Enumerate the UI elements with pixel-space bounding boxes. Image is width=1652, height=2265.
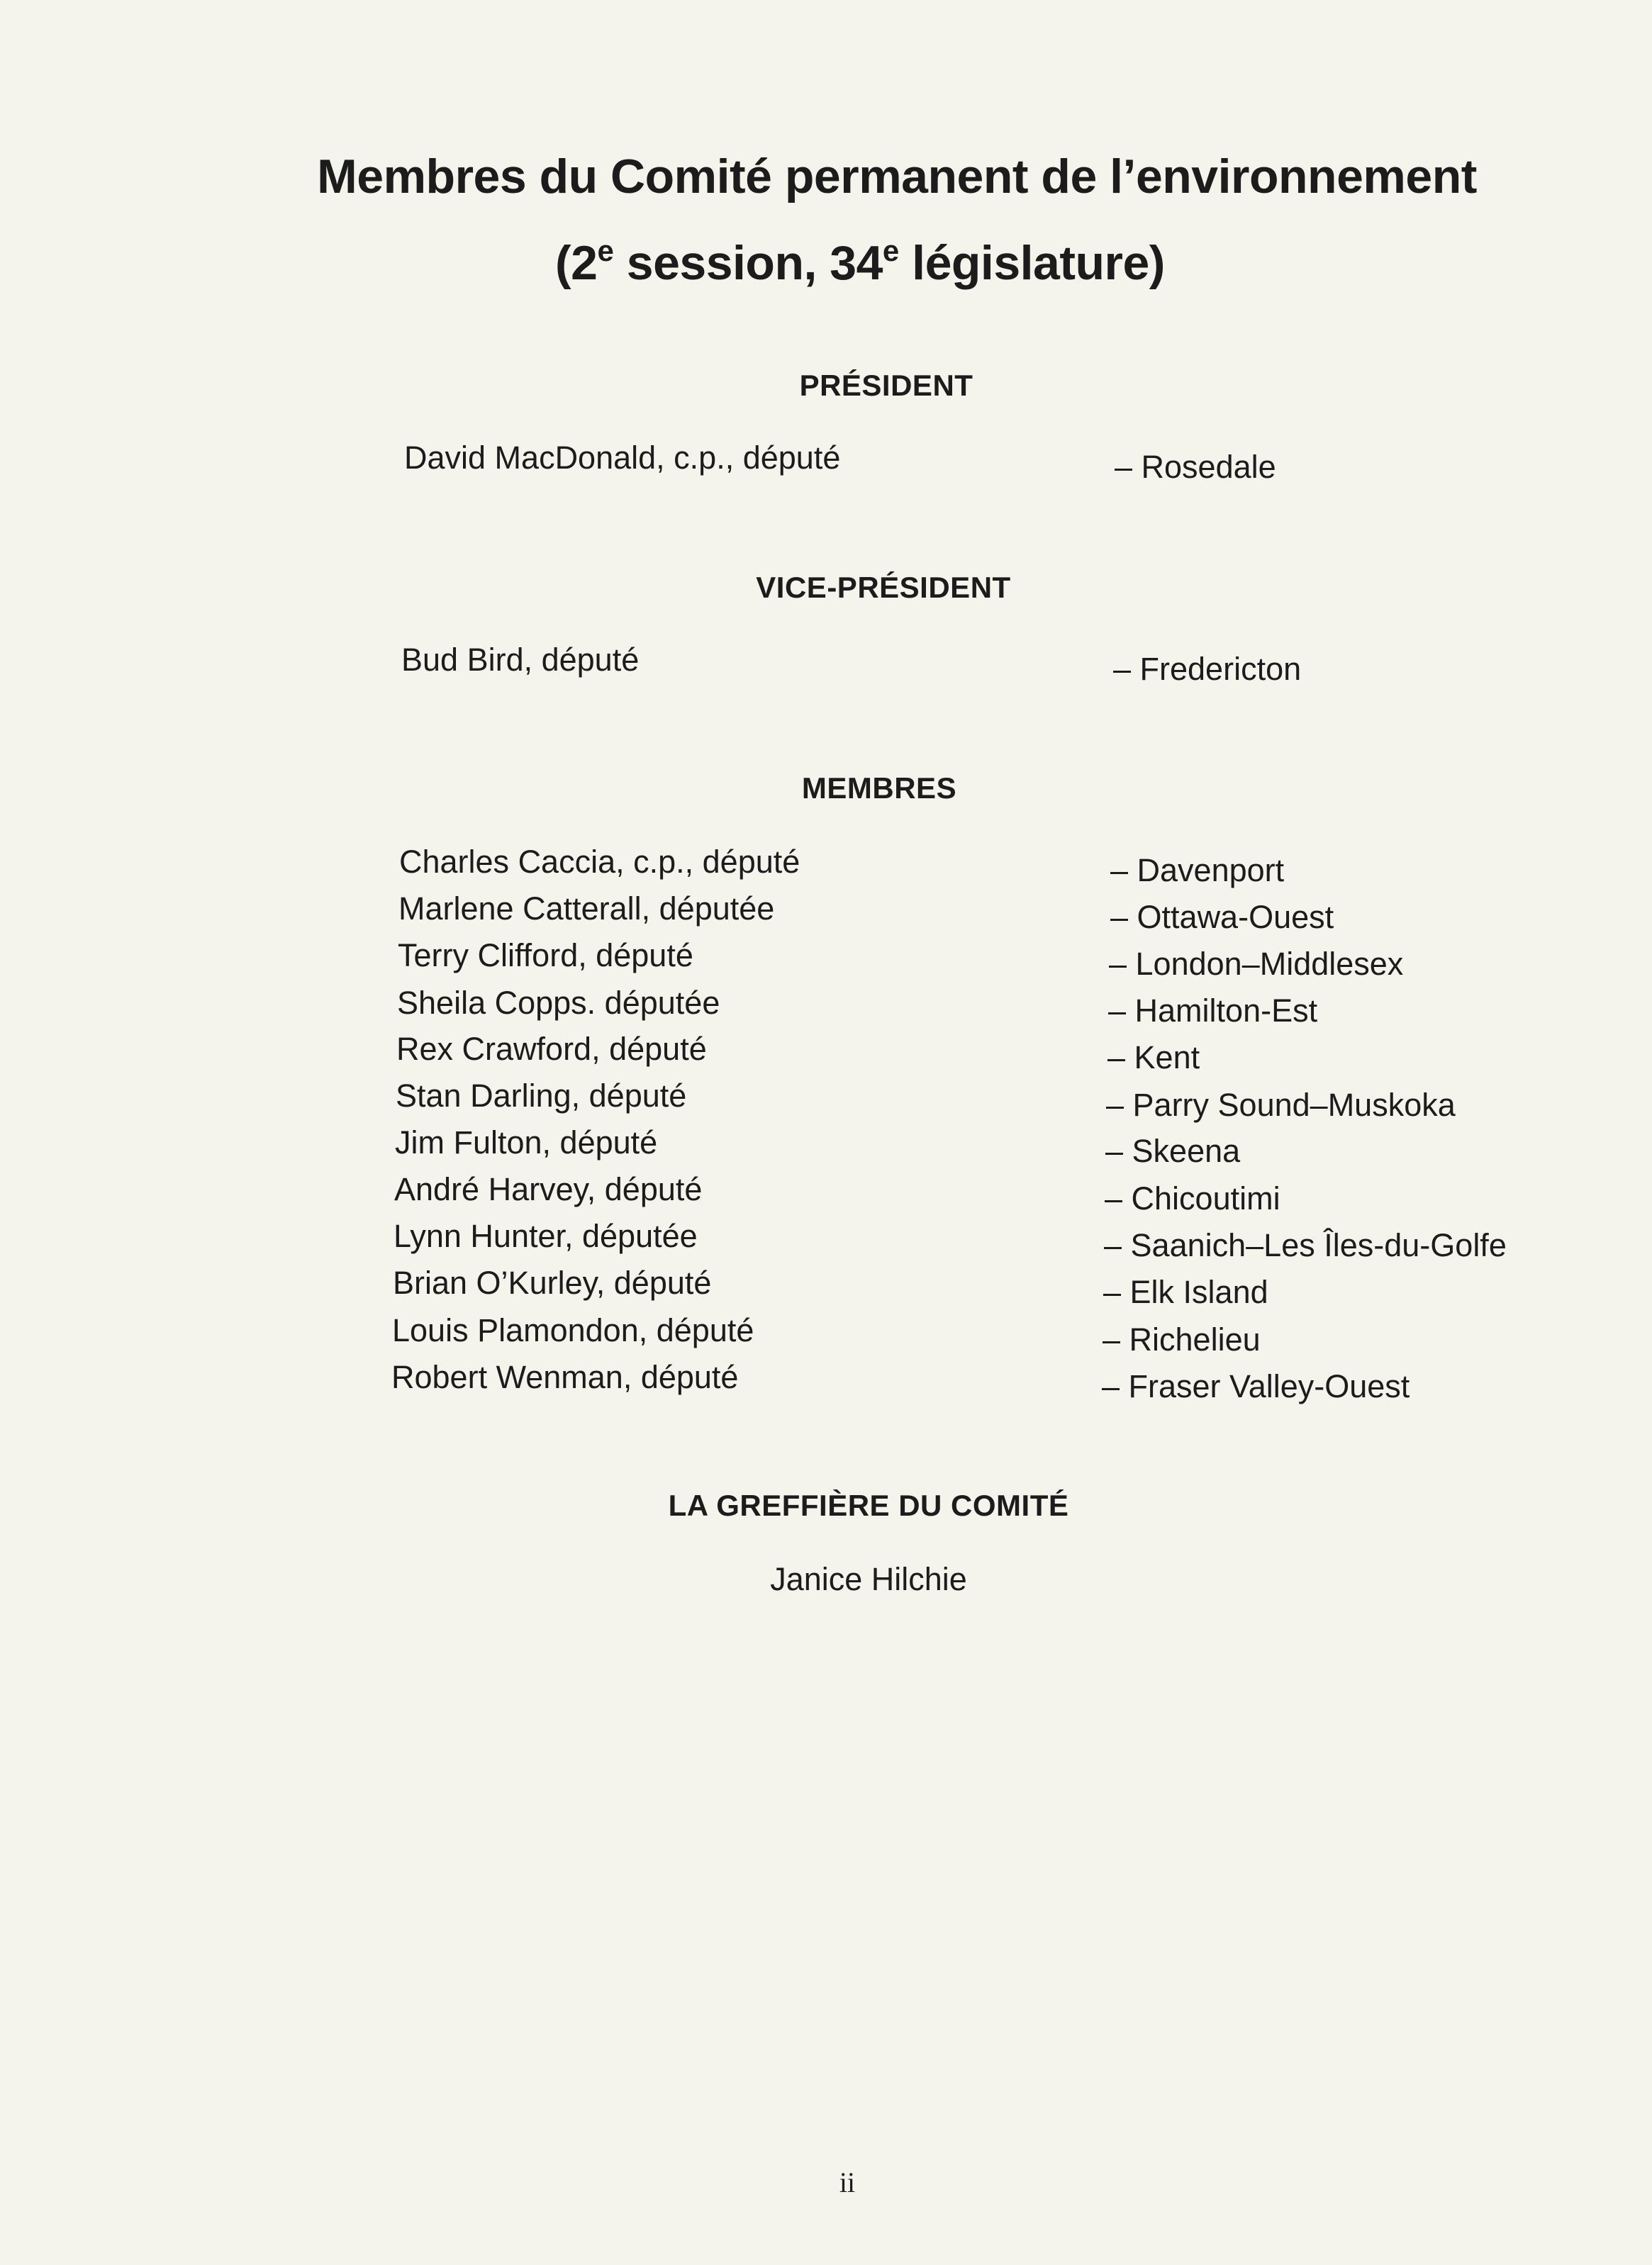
member-name: Terry Clifford, député xyxy=(398,937,693,973)
president-heading: PRÉSIDENT xyxy=(799,369,973,402)
clerk-name: Janice Hilchie xyxy=(770,1561,967,1597)
subtitle-part-open: (2 xyxy=(555,236,598,290)
member-name: Brian O’Kurley, député xyxy=(393,1265,712,1301)
member-riding: – Ottawa-Ouest xyxy=(1110,899,1334,935)
page-title: Membres du Comité permanent de l’environnement xyxy=(317,150,1477,203)
member-riding: – Davenport xyxy=(1110,852,1285,888)
subtitle-superscript-1: e xyxy=(597,234,614,267)
member-riding: – Parry Sound–Muskoka xyxy=(1106,1087,1456,1123)
member-name: Louis Plamondon, député xyxy=(392,1312,754,1348)
vice-president-riding: – Fredericton xyxy=(1113,651,1302,687)
president-riding: – Rosedale xyxy=(1115,449,1276,485)
member-riding: – Elk Island xyxy=(1103,1274,1268,1310)
subtitle-part-close: législature) xyxy=(898,236,1165,290)
member-name: Charles Caccia, c.p., député xyxy=(399,844,800,880)
member-riding: – London–Middlesex xyxy=(1109,946,1404,982)
subtitle-part-mid: session, 34 xyxy=(613,236,883,290)
member-riding: – Richelieu xyxy=(1103,1321,1261,1358)
vice-president-heading: VICE-PRÉSIDENT xyxy=(756,571,1011,604)
member-name: Lynn Hunter, députée xyxy=(394,1218,698,1254)
member-name: Sheila Copps. députée xyxy=(397,985,720,1021)
member-name: Marlene Catterall, députée xyxy=(398,890,775,927)
clerk-heading: LA GREFFIÈRE DU COMITÉ xyxy=(668,1489,1069,1522)
member-name: Robert Wenman, député xyxy=(391,1359,739,1395)
president-name: David MacDonald, c.p., député xyxy=(404,440,841,476)
members-heading: MEMBRES xyxy=(801,771,957,805)
page-number: ii xyxy=(839,2166,856,2198)
member-name: André Harvey, député xyxy=(394,1171,703,1207)
member-name: Jim Fulton, député xyxy=(395,1124,658,1161)
member-riding: – Hamilton-Est xyxy=(1108,992,1318,1029)
member-riding: – Kent xyxy=(1107,1039,1200,1075)
page-subtitle xyxy=(34,235,1652,291)
member-riding: – Saanich–Les Îles-du-Golfe xyxy=(1104,1227,1507,1263)
member-riding: – Fraser Valley-Ouest xyxy=(1102,1368,1410,1404)
subtitle-superscript-2: e xyxy=(882,234,899,267)
member-name: Stan Darling, député xyxy=(396,1078,687,1114)
vice-president-name: Bud Bird, député xyxy=(401,642,640,678)
member-name: Rex Crawford, député xyxy=(396,1031,707,1067)
member-riding: – Skeena xyxy=(1105,1133,1241,1169)
member-riding: – Chicoutimi xyxy=(1105,1180,1280,1217)
